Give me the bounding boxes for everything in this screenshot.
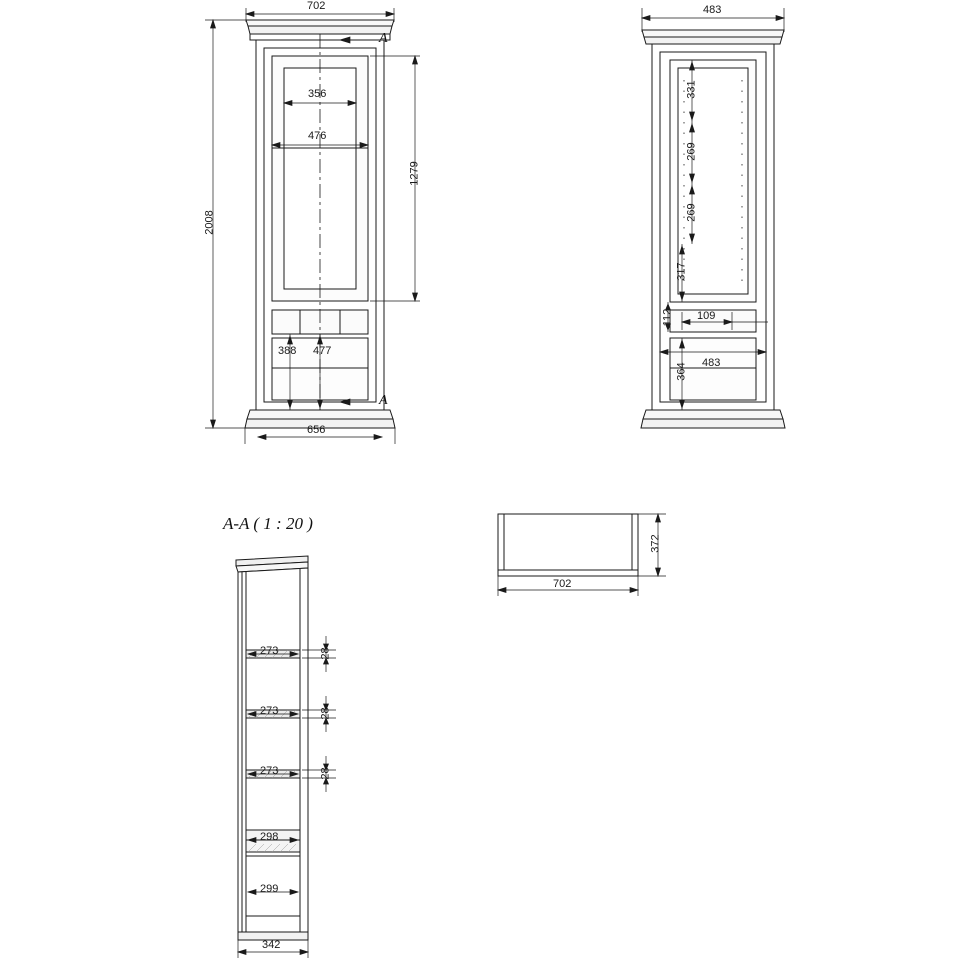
cut-marker-bottom-label: A [379,393,388,408]
dim-side-top-width: 483 [703,4,722,16]
dim-front-door-width: 476 [308,130,327,142]
dim-front-drawer-offset: 388 [278,345,297,357]
dim-side-gap: 112 [661,308,674,327]
section-title: A-A ( 1 : 20 ) [223,514,313,533]
dim-front-door-height: 1279 [408,161,421,186]
dim-front-overall-height: 2008 [203,210,216,235]
dim-side-base-height: 364 [675,362,688,381]
section-a-a-view [190,500,440,971]
section-a-a-geometry [190,500,440,971]
dim-side-panel-4: 317 [675,262,688,281]
dim-side-panel-3: 269 [685,203,698,222]
dim-top-depth: 372 [649,534,662,553]
dim-section-shelf-3-depth: 273 [260,765,279,777]
dim-section-shelf-2-thickness: 28 [319,707,332,720]
dim-section-shelf-1-depth: 273 [260,645,279,657]
top-plan-view [470,500,720,630]
dim-section-overall-depth: 342 [262,939,281,951]
cut-marker-top-label: A [379,31,388,46]
dim-front-base-width: 656 [307,424,326,436]
front-elevation-geometry [0,0,470,460]
dim-section-shelf-1-thickness: 28 [319,647,332,660]
dim-side-small-width: 109 [697,310,716,322]
dim-side-base-width: 483 [702,357,721,369]
dim-top-width: 702 [553,578,572,590]
dim-side-panel-2: 269 [685,142,698,161]
dim-section-bottom-depth: 299 [260,883,279,895]
front-elevation-view [0,0,470,460]
side-elevation-geometry [620,0,970,460]
dim-front-drawer-width: 477 [313,345,332,357]
dim-side-panel-1: 331 [685,80,698,99]
top-plan-geometry [470,500,720,630]
dim-section-drawer-depth: 298 [260,831,279,843]
dim-front-top-width: 702 [307,0,326,12]
dim-section-shelf-3-thickness: 28 [319,767,332,780]
dim-front-door-inner-width: 356 [308,88,327,100]
side-elevation-view [620,0,970,460]
dim-section-shelf-2-depth: 273 [260,705,279,717]
